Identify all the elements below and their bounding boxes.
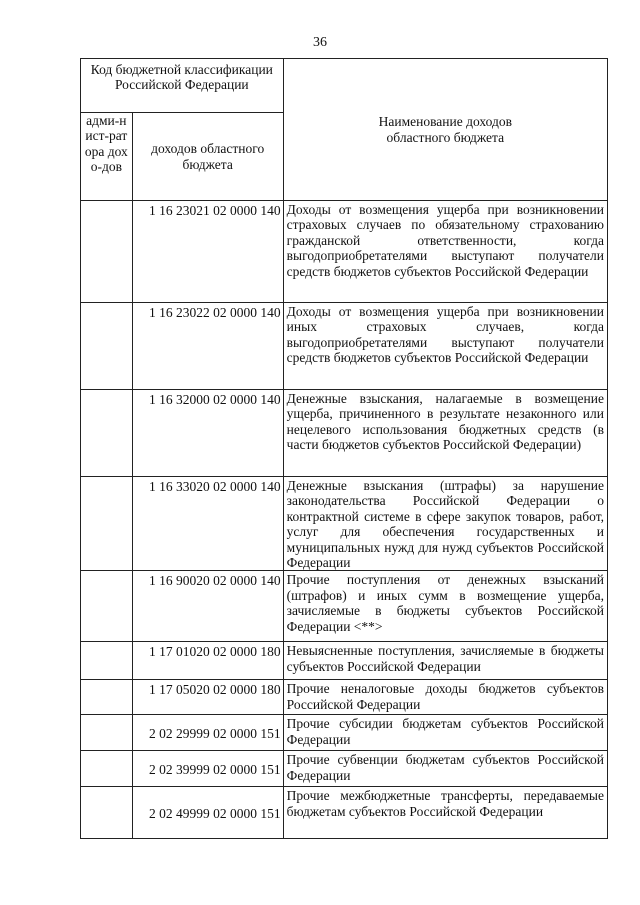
row-admin-cell [81,571,133,642]
row-code-cell: 2 02 39999 02 0000 151 [132,751,283,787]
row-admin-cell [81,715,133,751]
row-admin-cell [81,201,133,303]
table-row [81,571,608,642]
row-admin-cell [81,642,133,680]
header-row-top [81,59,608,113]
row-admin-cell [81,303,133,390]
row-code-cell: 1 16 32000 02 0000 140 [132,390,283,477]
table-row [81,390,608,477]
row-code-cell: 1 16 90020 02 0000 140 [132,571,283,642]
row-name-cell: Денежные взыскания (штрафы) за нарушение законодательства Российской Федерации о контрактной системе в сфере закупок товаров, работ, услуг для обеспечения государственных и муниципальных нужд для нужд субъектов Российской Федерации [283,477,607,571]
budget-classification-table [80,58,608,839]
page-number: 36 [313,35,327,50]
header-administrator: адми-нист-ратора дохо-дов [81,113,133,201]
row-name-cell: Денежные взыскания, налагаемые в возмещение ущерба, причиненного в результате незаконного или нецелевого использования бюджетных средств (в части бюджетов субъектов Российской Федерации) [283,390,607,477]
row-name-cell: Прочие межбюджетные трансферты, передаваемые бюджетам субъектов Российской Федерации [283,787,607,839]
row-admin-cell [81,787,133,839]
table-row [81,303,608,390]
row-admin-cell [81,680,133,715]
row-code-cell: 2 02 49999 02 0000 151 [132,787,283,839]
row-code-cell: 1 16 33020 02 0000 140 [132,477,283,571]
row-admin-cell [81,751,133,787]
row-code-cell: 1 16 23022 02 0000 140 [132,303,283,390]
row-code-cell: 1 17 01020 02 0000 180 [132,642,283,680]
row-name-cell: Доходы от возмещения ущерба при возникновении страховых случаев по обязательному страхованию гражданской ответственности, когда выгодоприобретателями выступают получатели средств бюджетов субъектов Российской Федерации [283,201,607,303]
table-row [81,751,608,787]
row-admin-cell [81,390,133,477]
row-name-cell: Доходы от возмещения ущерба при возникновении иных страховых случаев, когда выгодоприобретателями выступают получатели средств бюджетов субъектов Российской Федерации [283,303,607,390]
row-name-cell: Прочие неналоговые доходы бюджетов субъектов Российской Федерации [283,680,607,715]
table-row [81,642,608,680]
row-code-cell: 1 17 05020 02 0000 180 [132,680,283,715]
table-row [81,787,608,839]
header-classification: Код бюджетной классификации Российской Федерации [81,59,284,113]
header-name-column: Наименование доходов областного бюджета [283,59,607,201]
row-code-cell: 1 16 23021 02 0000 140 [132,201,283,303]
row-name-cell: Прочие поступления от денежных взысканий (штрафов) и иных сумм в возмещение ущерба, зачисляемые в бюджеты субъектов Российской Федерации <**> [283,571,607,642]
table-row [81,680,608,715]
table-row [81,201,608,303]
row-admin-cell [81,477,133,571]
row-name-cell: Прочие субвенции бюджетам субъектов Российской Федерации [283,751,607,787]
header-income: доходов областного бюджета [132,113,283,201]
row-code-cell: 2 02 29999 02 0000 151 [132,715,283,751]
row-name-cell: Невыясненные поступления, зачисляемые в бюджеты субъектов Российской Федерации [283,642,607,680]
table-row [81,477,608,571]
table-row [81,715,608,751]
row-name-cell: Прочие субсидии бюджетам субъектов Российской Федерации [283,715,607,751]
